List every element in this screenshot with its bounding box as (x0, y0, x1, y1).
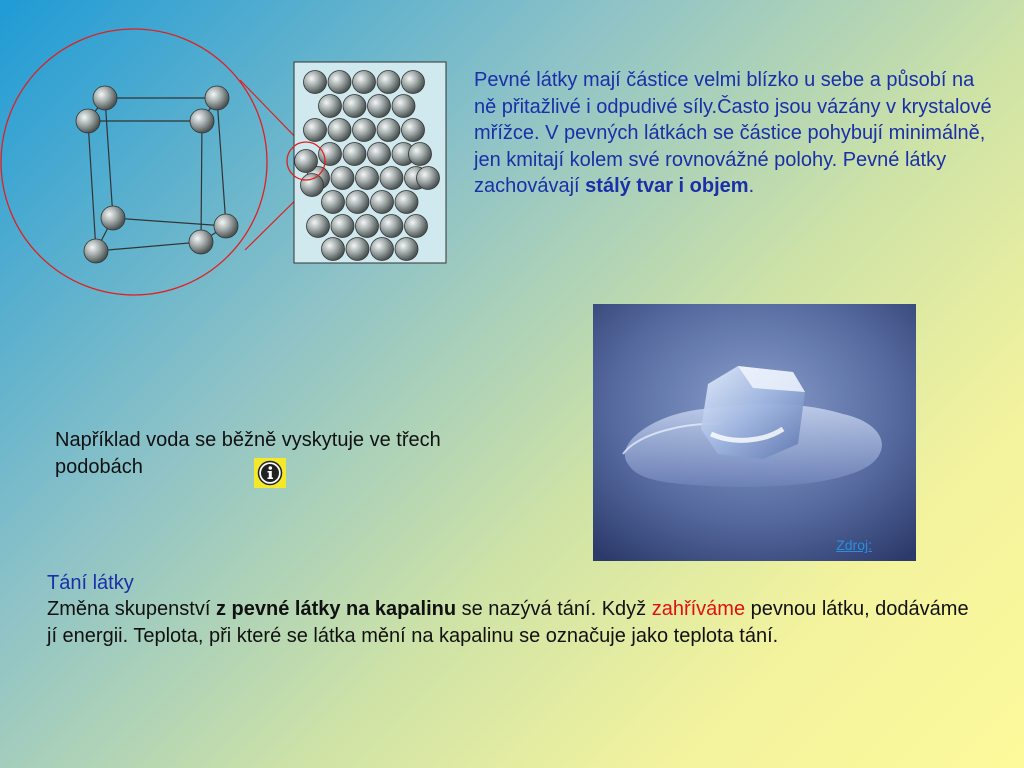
particle (405, 215, 428, 238)
solid-text-main: Pevné látky mají částice velmi blízko u sebe a působí na ně přitažlivé i odpudivé síly.Často jsou vázány v krystalové mřížce. V pevných látkách se částice pohybují minimálně, jen kmitají kolem své rovnovážné polohy. Pevné látky zachovávají (474, 69, 992, 197)
melting-ice-photo (593, 304, 916, 561)
particle (346, 191, 369, 214)
particle (319, 143, 342, 166)
particle (368, 95, 391, 118)
particle (371, 238, 394, 261)
particle (328, 71, 351, 94)
particle (328, 119, 351, 142)
melting-section (47, 570, 977, 649)
solid-description (474, 67, 994, 200)
particle (304, 119, 327, 142)
particle (356, 167, 379, 190)
example-text: Například voda se běžně vyskytuje ve třech podobách (55, 429, 441, 478)
crystal-lattice-diagram (0, 0, 470, 300)
melting-text-red: zahříváme (651, 598, 746, 620)
particle (319, 95, 342, 118)
particle (402, 71, 425, 94)
particle (395, 238, 418, 261)
particle (402, 119, 425, 142)
cube-atoms (76, 86, 238, 263)
particle (392, 95, 415, 118)
particle (409, 143, 432, 166)
info-icon-glyph (257, 460, 283, 486)
particle (353, 119, 376, 142)
particle (377, 119, 400, 142)
particle (307, 215, 330, 238)
info-icon[interactable] (254, 458, 286, 488)
particle (380, 215, 403, 238)
particle (301, 174, 324, 197)
particle (417, 167, 440, 190)
melting-text-a: Změna skupenství (47, 598, 216, 620)
particle (331, 167, 354, 190)
particle (295, 150, 318, 173)
ice-cube-image (593, 304, 916, 561)
melting-text-c: pevnou látku, dodáváme jí energii. Teplota, při které se látka mění na kapalinu se označuje jako teplota tání. (47, 598, 969, 647)
particle (356, 215, 379, 238)
particle (395, 191, 418, 214)
particle (331, 215, 354, 238)
magnifier-circle (1, 29, 267, 295)
particle (380, 167, 403, 190)
melting-text-b: se nazývá tání. Když (456, 598, 652, 620)
particle (343, 143, 366, 166)
particle (322, 238, 345, 261)
solid-text-end: . (748, 175, 755, 197)
source-link[interactable]: Zdroj: (836, 537, 872, 553)
solid-text-bold: stálý tvar i objem (585, 175, 749, 197)
particle (353, 71, 376, 94)
melting-title: Tání látky (47, 572, 134, 594)
particle (346, 238, 369, 261)
particle (304, 71, 327, 94)
melting-definition (47, 596, 977, 649)
particle (371, 191, 394, 214)
melting-text-bold: z pevné látky na kapalinu (215, 598, 457, 620)
particle (377, 71, 400, 94)
particle (322, 191, 345, 214)
particle (343, 95, 366, 118)
particle (368, 143, 391, 166)
